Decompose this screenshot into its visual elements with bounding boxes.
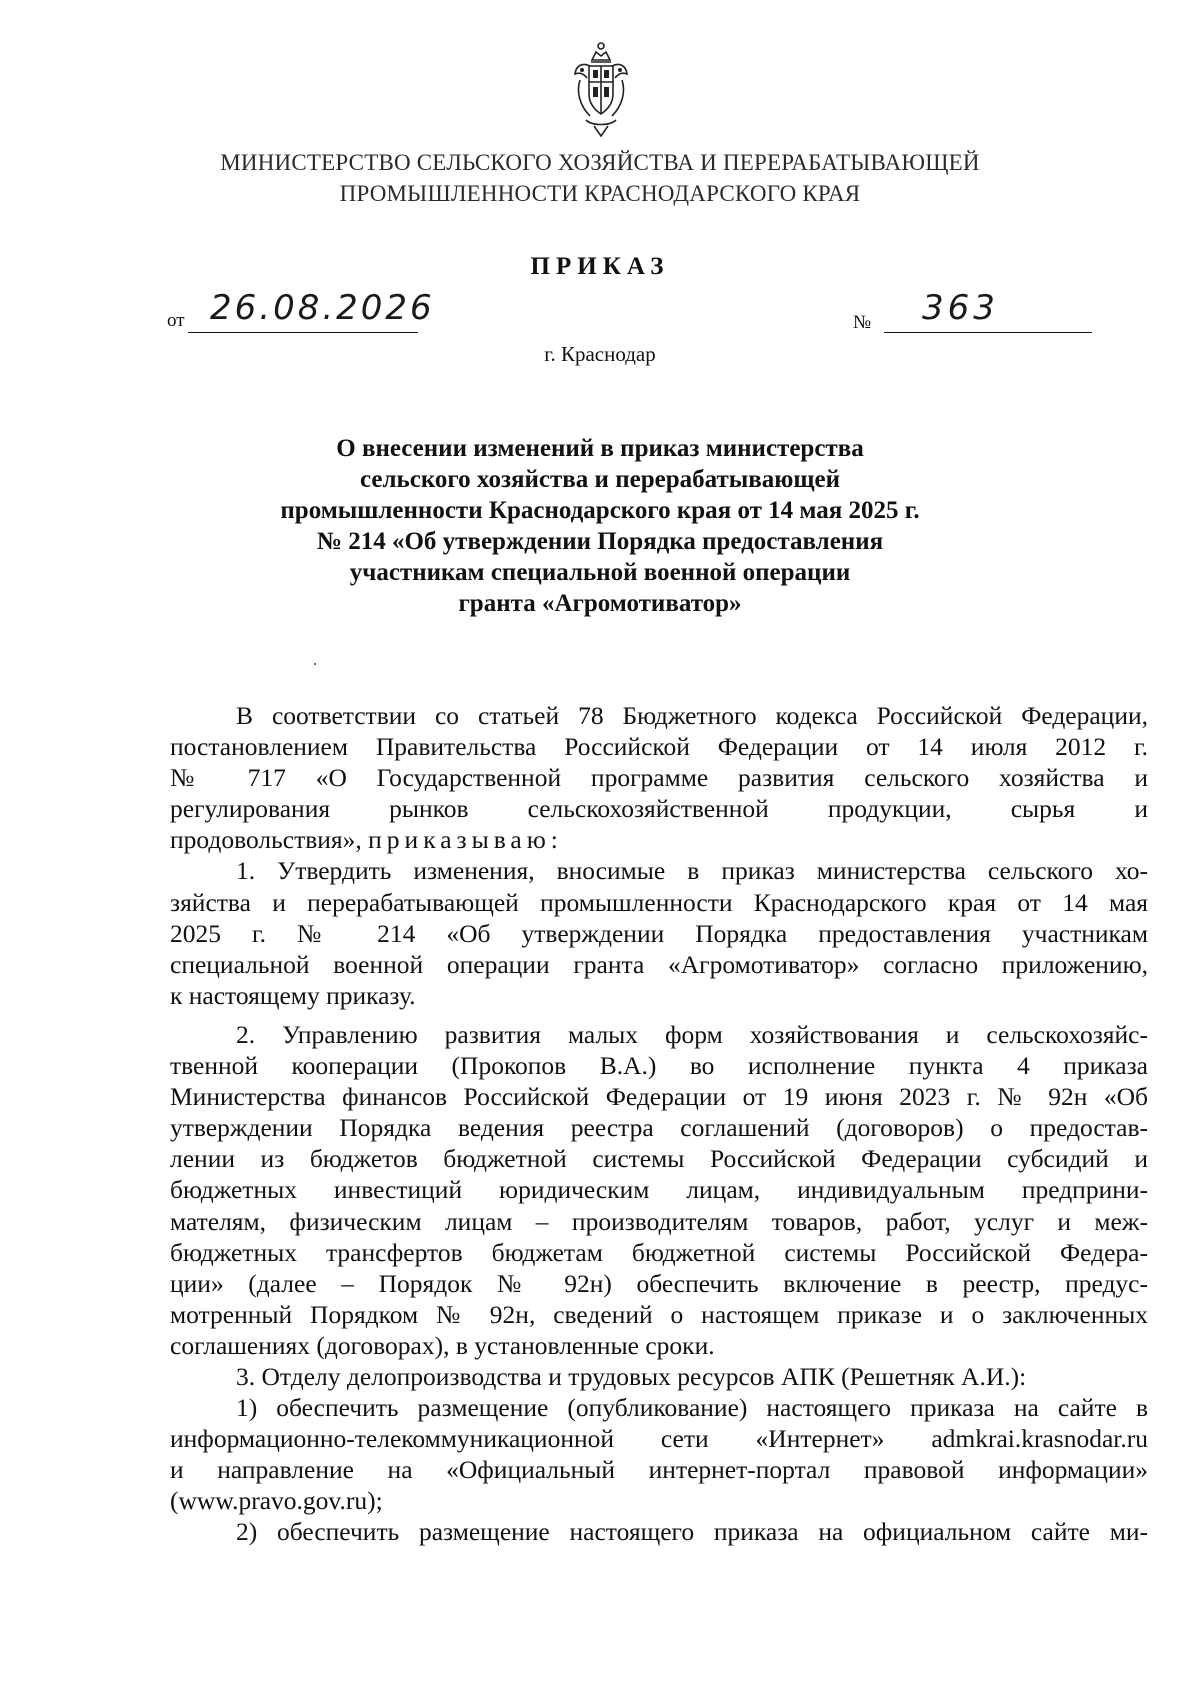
body-line: № 717 «О Государственной программе развития сельского хозяйства и (170, 763, 1148, 793)
city: г. Краснодар (544, 342, 656, 366)
subject-line: участникам специальной военной операции (349, 559, 851, 586)
subject-line: № 214 «Об утверждении Порядка предоставления (316, 528, 884, 555)
document-type-title: ПРИКАЗ (530, 253, 670, 280)
order-subject (250, 433, 950, 619)
paragraph-gap (170, 1011, 1148, 1019)
number-prefix: № (853, 312, 872, 333)
item-2-line: лении из бюджетов бюджетной системы Российской Федерации субсидий и (170, 1144, 1148, 1174)
operative-word: приказываю: (368, 825, 563, 855)
item-2-line: мотренный Порядком № 92н, сведений о настоящем приказе и о заключенных (170, 1299, 1148, 1329)
order-number: 363 (922, 288, 999, 328)
ministry-name-line2: ПРОМЫШЛЕННОСТИ КРАСНОДАРСКОГО КРАЯ (339, 181, 861, 206)
order-body (170, 700, 1148, 1548)
date-underline (188, 332, 418, 333)
subject-line: сельского хозяйства и перерабатывающей (360, 466, 840, 493)
item-3-1-line: 1) обеспечить размещение (опубликование) настоящего приказа на сайте в (236, 1393, 1148, 1423)
body-line: постановлением Правительства Российской Федерации от 14 июля 2012 г. (170, 732, 1148, 762)
subject-line: промышленности Краснодарского края от 14 мая 2025 г. (280, 497, 920, 524)
item-3-1-line: и направление на «Официальный интернет-портал правовой информации» (170, 1455, 1148, 1485)
item-1-line: 2025 г. № 214 «Об утверждении Порядка предоставления участникам (170, 918, 1148, 948)
item-2-line: утверждении Порядка ведения реестра соглашений (договоров) о предостав- (170, 1113, 1148, 1143)
subject-line: О внесении изменений в приказ министерства (336, 435, 864, 462)
subject-line: гранта «Агромотиватор» (458, 590, 742, 617)
item-1-line: 1. Утвердить изменения, вносимые в приказ министерства сельского хо- (236, 856, 1148, 886)
item-3-2-line: 2) обеспечить размещение настоящего приказа на официальном сайте ми- (236, 1517, 1148, 1547)
item-1-line: зяйства и перерабатывающей промышленности Краснодарского края от 14 мая (170, 887, 1148, 917)
item-3-1-line: (www.pravo.gov.ru); (170, 1486, 383, 1516)
item-2-line: 2. Управлению развития малых форм хозяйствования и сельскохозяйс- (236, 1019, 1148, 1049)
item-1-line: специальной военной операции гранта «Агромотиватор» согласно приложению, (170, 949, 1148, 979)
preamble-ending: продовольствия», (170, 825, 362, 855)
ministry-name-line1: МИНИСТЕРСТВО СЕЛЬСКОГО ХОЗЯЙСТВА И ПЕРЕРАБАТЫВАЮЩЕЙ (220, 150, 980, 175)
item-2-line: бюджетных инвестиций юридическим лицам, индивидуальным предприни- (170, 1175, 1148, 1205)
item-2-line: Министерства финансов Российской Федерации от 19 июня 2023 г. № 92н «Об (170, 1082, 1148, 1112)
order-date: 26.08.2026 (210, 288, 435, 328)
item-2-line: соглашениях (договорах), в установленные сроки. (170, 1330, 715, 1360)
body-line: В соответствии со статьей 78 Бюджетного кодекса Российской Федерации, (236, 701, 1148, 730)
body-line (170, 824, 1148, 855)
number-underline (884, 332, 1092, 333)
body-line: регулирования рынков сельскохозяйственной продукции, сырья и (170, 794, 1148, 824)
scan-speck (314, 663, 316, 665)
item-1-line: к настоящему приказу. (170, 980, 416, 1010)
coat-of-arms-icon (572, 40, 630, 138)
item-2-line: твенной кооперации (Прокопов В.А.) во исполнение пункта 4 приказа (170, 1051, 1148, 1081)
item-2-line: бюджетных трансфертов бюджетам бюджетной системы Российской Федера- (170, 1237, 1148, 1267)
item-3-line: 3. Отделу делопроизводства и трудовых ресурсов АПК (Решетняк А.И.): (236, 1361, 1027, 1391)
item-3-1-line: информационно-телекоммуникационной сети «Интернет» admkrai.krasnodar.ru (170, 1424, 1148, 1454)
date-prefix: от (167, 310, 185, 331)
item-2-line: ции» (далее – Порядок № 92н) обеспечить включение в реестр, предус- (170, 1268, 1148, 1298)
item-2-line: мателям, физическим лицам – производителям товаров, работ, услуг и меж- (170, 1206, 1148, 1236)
